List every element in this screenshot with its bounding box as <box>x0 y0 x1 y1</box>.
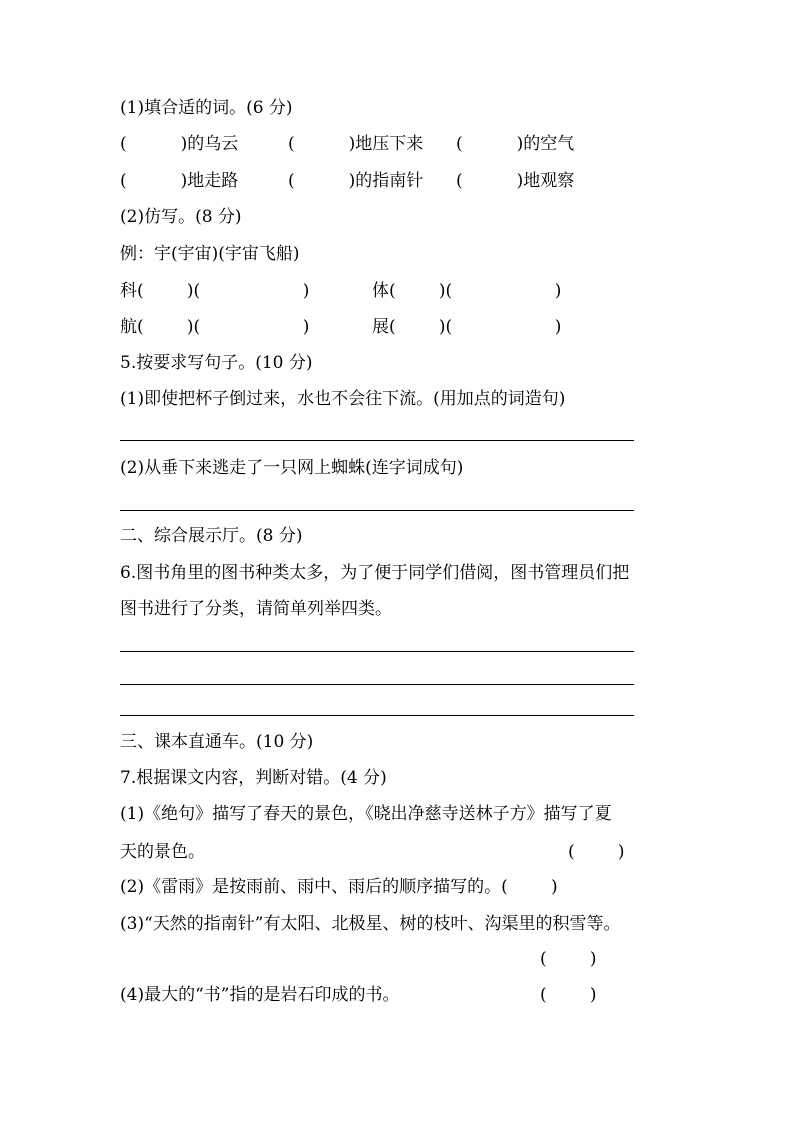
answer-line[interactable] <box>120 684 634 685</box>
q2-blank-zhan[interactable]: 展( )( ) <box>372 317 562 337</box>
q7-item-4: (4)最大的“书”指的是岩石印成的书。 <box>120 985 400 1005</box>
q1-blank-5[interactable]: ( )的指南针 <box>288 171 424 191</box>
q5-sentence-2: (2)从垂下来逃走了一只网上蜘蛛(连字词成句) <box>120 458 464 478</box>
q7-item-4-answer[interactable]: ( ) <box>540 985 597 1005</box>
answer-line[interactable] <box>120 651 634 652</box>
answer-line[interactable] <box>120 440 634 441</box>
part3-title: 三、课本直通车。(10 分) <box>120 732 314 752</box>
q2-example: 例：宇(宇宙)(宇宙飞船) <box>120 244 300 264</box>
q7-item-2: (2)《雷雨》是按雨前、雨中、雨后的顺序描写的。( ) <box>120 877 558 897</box>
q1-blank-3[interactable]: ( )的空气 <box>456 134 575 154</box>
q7-item-1-answer[interactable]: ( ) <box>568 842 625 862</box>
part2-title: 二、综合展示厅。(8 分) <box>120 526 303 546</box>
answer-line[interactable] <box>120 715 634 716</box>
q1-blank-6[interactable]: ( )地观察 <box>456 171 575 191</box>
q5-title: 5.按要求写句子。(10 分) <box>120 353 313 373</box>
q2-title: (2)仿写。(8 分) <box>120 207 242 227</box>
q6-text-line-2: 图书进行了分类，请简单列举四类。 <box>120 599 392 619</box>
q1-blank-1[interactable]: ( )的乌云 <box>120 134 239 154</box>
q7-item-3-answer[interactable]: ( ) <box>540 949 597 969</box>
q5-sentence-1: (1)即使把杯子倒过来，水也不会往下流。(用加点的词造句) <box>120 389 566 409</box>
q1-blank-4[interactable]: ( )地走路 <box>120 171 239 191</box>
q2-blank-ti[interactable]: 体( )( ) <box>372 281 562 301</box>
q2-blank-hang[interactable]: 航( )( ) <box>120 317 310 337</box>
q7-item-3: (3)“天然的指南针”有太阳、北极星、树的枝叶、沟渠里的积雪等。 <box>120 914 621 934</box>
q7-title: 7.根据课文内容，判断对错。(4 分) <box>120 768 387 788</box>
q7-item-1-line-1: (1)《绝句》描写了春天的景色，《晓出净慈寺送林子方》描写了夏 <box>120 804 612 824</box>
q1-title: (1)填合适的词。(6 分) <box>120 98 293 118</box>
q7-item-1-line-2: 天的景色。 <box>120 842 205 862</box>
q6-text-line-1: 6.图书角里的图书种类太多，为了便于同学们借阅，图书管理员们把 <box>120 563 630 583</box>
answer-line[interactable] <box>120 510 634 511</box>
q2-blank-ke[interactable]: 科( )( ) <box>120 281 310 301</box>
q1-blank-2[interactable]: ( )地压下来 <box>288 134 424 154</box>
